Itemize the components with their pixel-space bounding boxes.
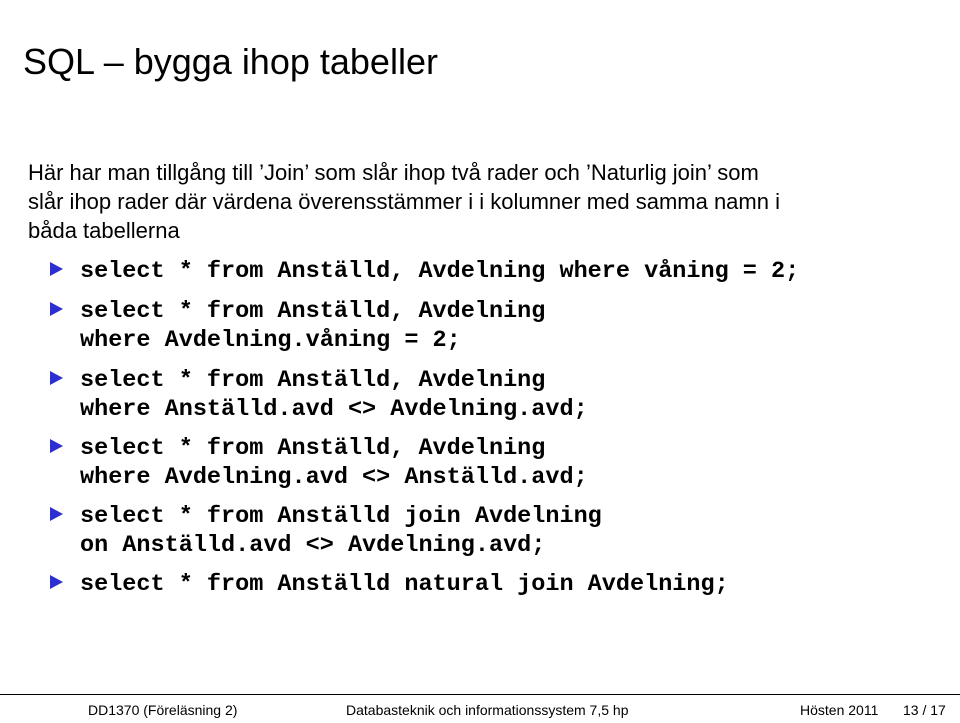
code-line: select * from Anställd join Avdelning [80, 503, 602, 530]
intro-line: Här har man tillgång till ’Join’ som slår ihop två rader och ’Naturlig join’ som [28, 160, 759, 185]
triangle-bullet-icon [50, 371, 63, 385]
intro-line: båda tabellerna [28, 218, 180, 243]
code-line: select * from Anställd, Avdelning where våning = 2; [80, 258, 800, 285]
sql-code [80, 297, 545, 355]
sql-code [80, 366, 588, 424]
code-line: where Avdelning.våning = 2; [80, 327, 461, 354]
code-line: select * from Anställd natural join Avdelning; [80, 571, 729, 598]
footer-subject: Databasteknik och informationssystem 7,5 hp [346, 702, 629, 718]
footer-course: DD1370 (Föreläsning 2) [88, 702, 238, 718]
triangle-bullet-icon [50, 262, 63, 276]
sql-code [80, 257, 799, 286]
sql-code [80, 502, 602, 560]
code-line: select * from Anställd, Avdelning [80, 435, 546, 462]
triangle-bullet-icon [50, 302, 63, 316]
triangle-bullet-icon [50, 507, 63, 521]
sql-code [80, 434, 588, 492]
code-line: select * from Anställd, Avdelning [80, 298, 546, 325]
code-line: where Anställd.avd <> Avdelning.avd; [80, 396, 588, 423]
intro-paragraph [28, 158, 928, 245]
sql-code [80, 570, 729, 599]
code-line: where Avdelning.avd <> Anställd.avd; [80, 464, 588, 491]
footer-term: Hösten 2011 [800, 702, 879, 718]
slide-footer [0, 694, 960, 723]
triangle-bullet-icon [50, 439, 63, 453]
footer-page-number: 13 / 17 [903, 702, 946, 718]
triangle-bullet-icon [50, 575, 63, 589]
slide-title: SQL – bygga ihop tabeller [23, 41, 438, 82]
code-line: on Anställd.avd <> Avdelning.avd; [80, 532, 546, 559]
intro-line: slår ihop rader där värdena överensstämmer i i kolumner med samma namn i [28, 189, 780, 214]
code-line: select * from Anställd, Avdelning [80, 367, 546, 394]
